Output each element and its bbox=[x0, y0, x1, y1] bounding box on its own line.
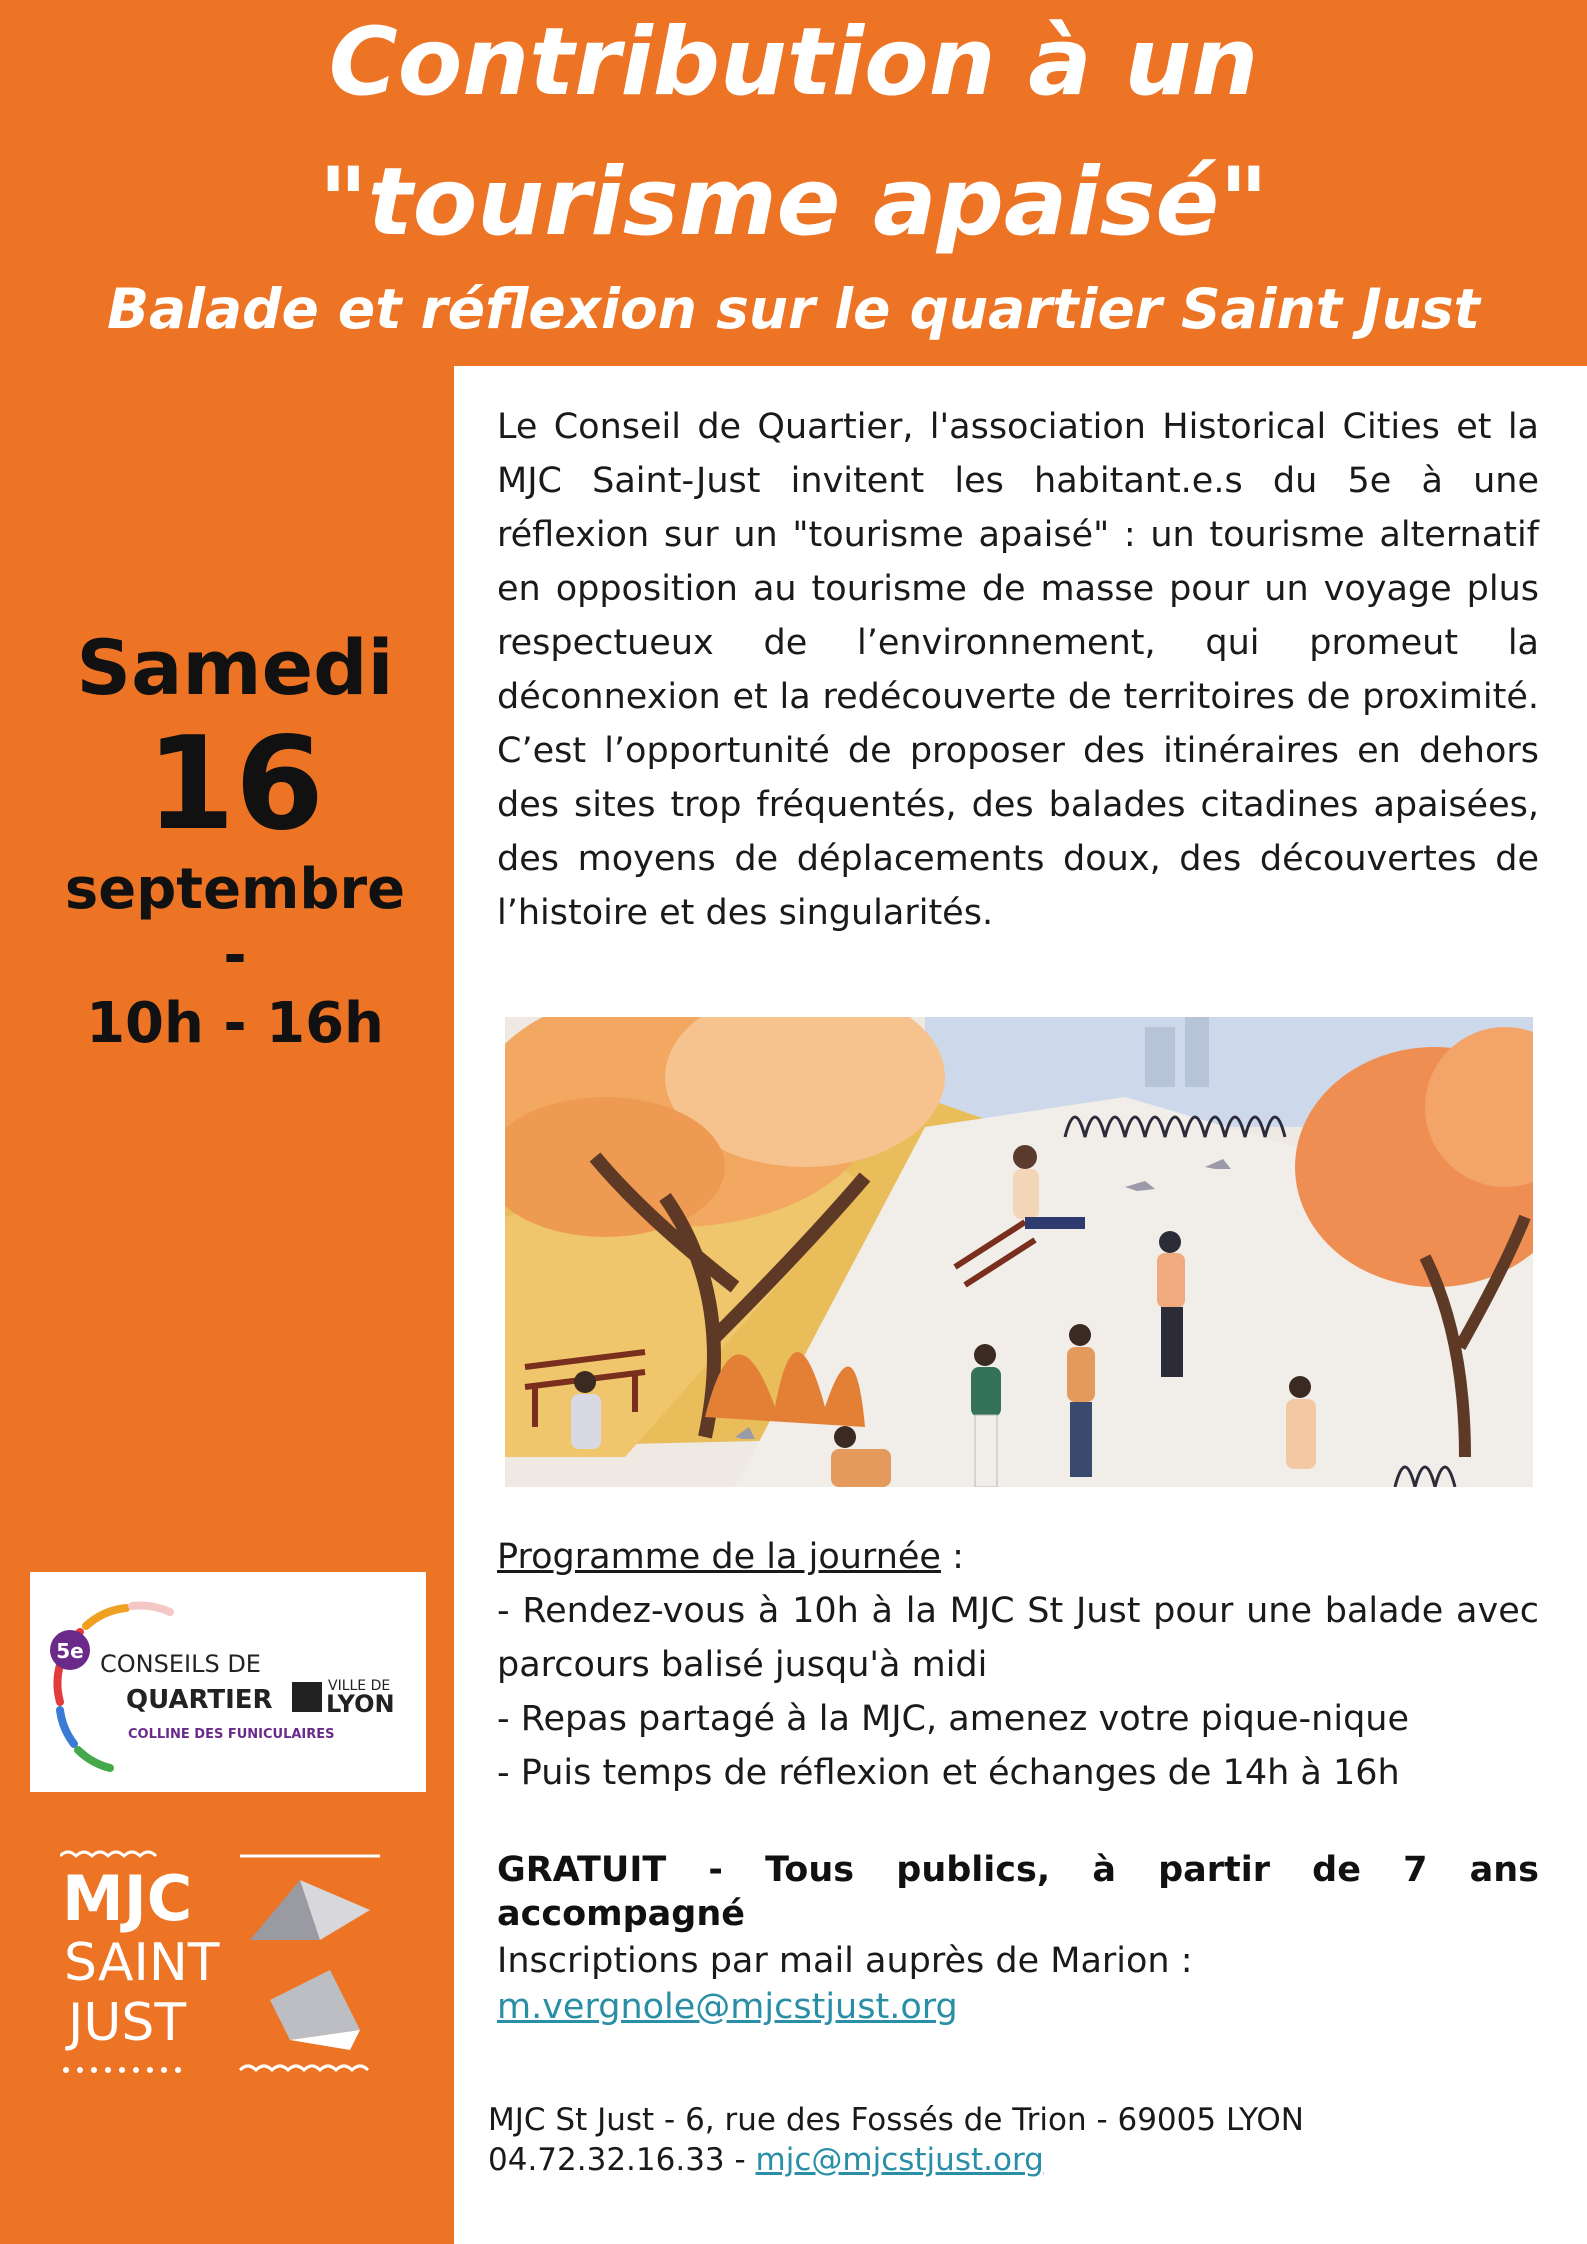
park-illustration bbox=[505, 1017, 1533, 1487]
conseils-de-quartier-logo bbox=[30, 1572, 426, 1792]
footer-phone: 04.72.32.16.33 - bbox=[488, 2142, 756, 2178]
logo-mjc-line1: MJC bbox=[62, 1862, 193, 1935]
program-title: Programme de la journée bbox=[497, 1537, 941, 1577]
title-line-2: "tourisme apaisé" bbox=[318, 148, 1269, 257]
program-heading bbox=[497, 1530, 1539, 1584]
logo-badge: 5e bbox=[56, 1639, 84, 1663]
footer bbox=[488, 2100, 1548, 2180]
event-day-number: 16 bbox=[145, 710, 325, 859]
event-month: septembre bbox=[64, 857, 406, 922]
program-item: - Puis temps de réflexion et échanges de 14h à 16h bbox=[497, 1753, 1400, 1793]
registration-text: Inscriptions par mail auprès de Marion : bbox=[497, 1941, 1193, 1981]
mjc-saint-just-logo bbox=[60, 1850, 400, 2090]
logo-ville-line2: LYON bbox=[326, 1690, 395, 1718]
logo-conseils-line3: COLLINE DES FUNICULAIRES bbox=[128, 1727, 335, 1742]
free-notice-cont: accompagné bbox=[497, 1894, 746, 1934]
program-title-suffix: : bbox=[940, 1537, 964, 1577]
header-banner bbox=[0, 0, 1587, 366]
event-day: Samedi bbox=[76, 623, 394, 712]
date-separator: - bbox=[223, 923, 247, 988]
program-item: - Repas partagé à la MJC, amenez votre pique-nique bbox=[497, 1699, 1409, 1739]
subtitle: Balade et réflexion sur le quartier Saint Just bbox=[107, 277, 1480, 341]
logo-conseils-line2: QUARTIER bbox=[126, 1685, 273, 1715]
footer-email-link[interactable]: mjc@mjcstjust.org bbox=[755, 2142, 1044, 2178]
logo-mjc-line2: SAINT bbox=[64, 1933, 220, 1993]
program-item: - Rendez-vous à 10h à la MJC St Just pour une balade avec parcours balisé jusqu'à midi bbox=[497, 1591, 1539, 1685]
title-line-1: Contribution à un bbox=[328, 8, 1259, 117]
intro-paragraph: Le Conseil de Quartier, l'association Historical Cities et la MJC Saint-Just invitent les habitant.e.s du 5e à une réflexion sur un "tourisme apaisé" : un tourisme alternatif en opposition au tourisme de masse pour un voyage plus respectueux de l’environnement, qui promeut la déconnexion et la redécouverte de territoires de proximité. C’est l’opportunité de proposer des itinéraires en dehors des sites trop fréquentés, des balades citadines apaisées, des moyens de déplacements doux, des découvertes de l’histoire et des singularités. bbox=[497, 407, 1539, 933]
event-date bbox=[0, 620, 470, 1062]
contact-email-link[interactable]: m.vergnole@mjcstjust.org bbox=[497, 1987, 958, 2027]
logo-ville-line1: VILLE DE bbox=[328, 1678, 391, 1694]
logo-conseils-line1: CONSEILS DE bbox=[100, 1650, 261, 1678]
event-hours: 10h - 16h bbox=[86, 991, 384, 1056]
registration bbox=[497, 1938, 1539, 2030]
free-notice: GRATUIT - Tous publics, à partir de 7 ans bbox=[497, 1850, 1539, 1890]
program-section bbox=[497, 1530, 1539, 1800]
logo-mjc-line3: JUST bbox=[68, 1993, 187, 2053]
footer-address: MJC St Just - 6, rue des Fossés de Trion - 69005 LYON bbox=[488, 2102, 1304, 2138]
